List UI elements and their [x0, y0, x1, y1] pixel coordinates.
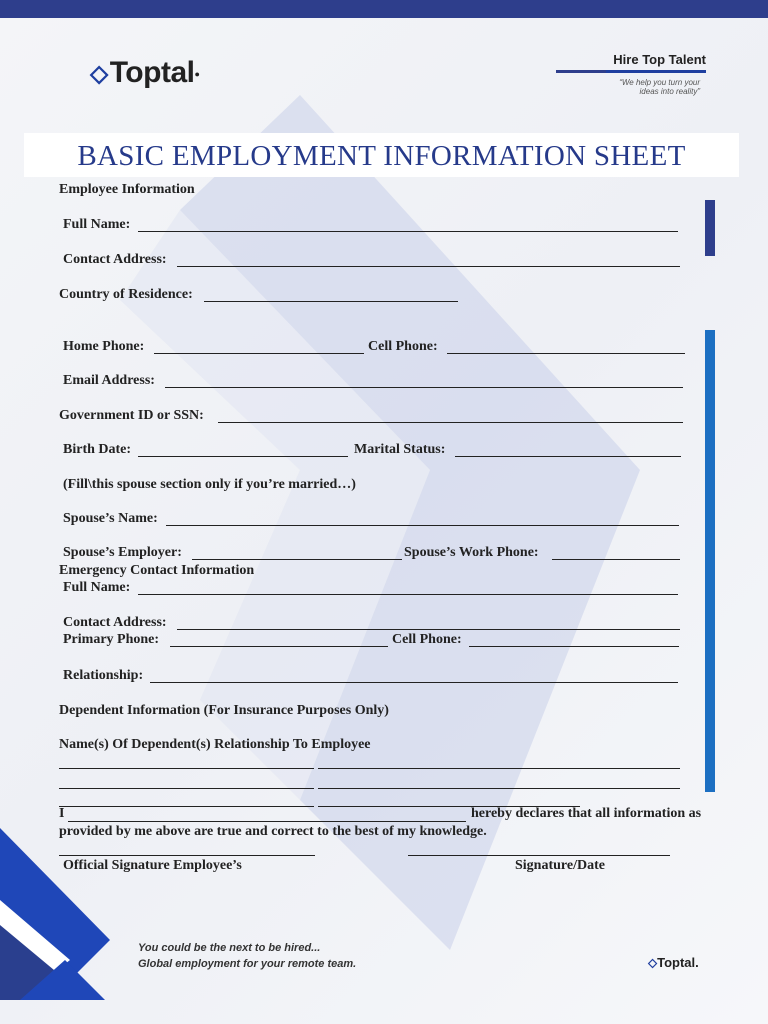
footer-logo-text: Toptal. [657, 955, 699, 970]
declaration-text-2: provided by me above are true and correct to the best of my knowledge. [59, 824, 487, 839]
page-title: BASIC EMPLOYMENT INFORMATION SHEET [77, 140, 686, 172]
signature-left-label: Official Signature Employee’s [63, 858, 242, 873]
logo-text: Toptal [109, 56, 195, 89]
primary-phone-field[interactable] [170, 646, 388, 647]
contact-address-label: Contact Address: [63, 252, 167, 267]
ec-cell-phone-field[interactable] [469, 646, 679, 647]
contact-address-field[interactable] [177, 266, 680, 267]
declaration-text-1: hereby declares that all information as [471, 806, 702, 821]
spouse-name-label: Spouse’s Name: [63, 511, 158, 526]
dependents-header: Name(s) Of Dependent(s) Relationship To Employee [59, 737, 371, 752]
footer-toptal-mark-icon: ⬦ [648, 955, 658, 970]
dependent-name-2[interactable] [59, 788, 314, 789]
relationship-label: Relationship: [63, 668, 144, 683]
dependent-name-3[interactable] [59, 806, 314, 807]
side-accent-bar-top [705, 200, 715, 256]
employee-signature-field[interactable] [59, 855, 315, 856]
hire-top-talent-label: Hire Top Talent [613, 52, 706, 67]
footer-logo [648, 955, 699, 971]
email-field[interactable] [165, 387, 683, 388]
spouse-employer-field[interactable] [192, 559, 402, 560]
hire-underline-accent [556, 70, 606, 73]
dependent-relationship-1[interactable] [318, 768, 680, 769]
signature-right-label: Signature/Date [515, 858, 605, 873]
section-employee-information: Employee Information [59, 182, 195, 197]
ec-full-name-label: Full Name: [63, 580, 131, 595]
spouse-work-phone-field[interactable] [552, 559, 680, 560]
section-dependent-information: Dependent Information (For Insurance Purposes Only) [59, 703, 389, 718]
section-emergency-contact: Emergency Contact Information [59, 563, 255, 578]
country-label: Country of Residence: [59, 287, 193, 302]
email-label: Email Address: [63, 373, 155, 388]
footer-line-2: Global employment for your remote team. [138, 958, 357, 970]
toptal-logo [90, 56, 199, 90]
primary-phone-label: Primary Phone: [63, 632, 160, 647]
marital-status-field[interactable] [455, 456, 681, 457]
toptal-mark-icon: ⬦ [90, 58, 108, 88]
spouse-work-phone-label: Spouse’s Work Phone: [404, 545, 539, 560]
footer-text [138, 940, 356, 972]
full-name-field[interactable] [138, 231, 678, 232]
side-accent-bar-main [705, 330, 715, 792]
gov-id-field[interactable] [218, 422, 683, 423]
relationship-field[interactable] [150, 682, 678, 683]
spouse-employer-label: Spouse’s Employer: [63, 545, 182, 560]
cell-phone-field[interactable] [447, 353, 685, 354]
full-name-label: Full Name: [63, 217, 131, 232]
spouse-note: (Fill\this spouse section only if you’re married…) [63, 477, 356, 492]
spouse-name-field[interactable] [166, 525, 679, 526]
ec-cell-phone-label: Cell Phone: [392, 632, 462, 647]
marital-status-label: Marital Status: [354, 442, 446, 457]
ec-contact-address-label: Contact Address: [63, 615, 167, 630]
home-phone-field[interactable] [154, 353, 364, 354]
birth-date-label: Birth Date: [63, 442, 132, 457]
registered-icon: ● [194, 69, 200, 80]
home-phone-label: Home Phone: [63, 339, 145, 354]
ec-contact-address-field[interactable] [177, 629, 680, 630]
dependent-relationship-2[interactable] [318, 788, 680, 789]
ec-full-name-field[interactable] [138, 594, 678, 595]
declaration-name-field[interactable] [68, 821, 466, 822]
gov-id-label: Government ID or SSN: [59, 408, 204, 423]
birth-date-field[interactable] [138, 456, 348, 457]
signature-date-field[interactable] [408, 855, 670, 856]
tagline: “We help you turn your ideas into reality” [619, 78, 700, 96]
dependent-name-1[interactable] [59, 768, 314, 769]
cell-phone-label: Cell Phone: [368, 339, 438, 354]
country-field[interactable] [204, 301, 458, 302]
declaration-i: I [59, 806, 65, 821]
footer-line-1: You could be the next to be hired... [138, 942, 321, 954]
